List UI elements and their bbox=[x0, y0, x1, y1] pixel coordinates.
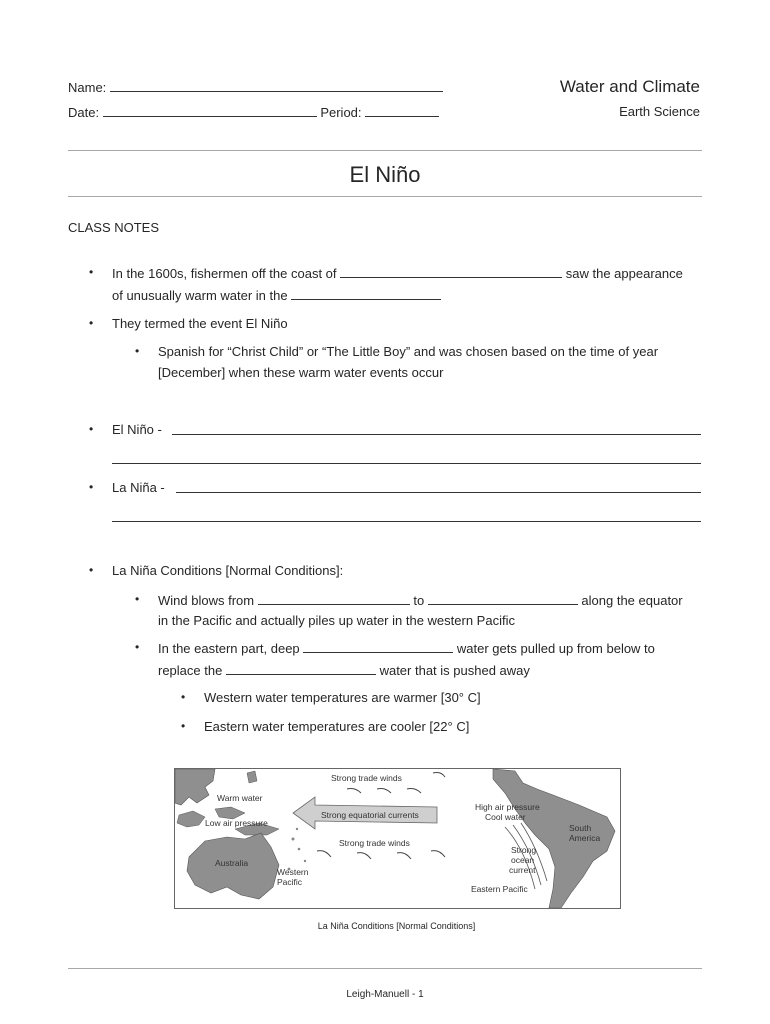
lanina-definition bbox=[112, 480, 165, 496]
label-south-america-2: America bbox=[569, 833, 601, 843]
note-wind-text: Wind blows from bbox=[158, 593, 255, 608]
date-blank[interactable] bbox=[103, 104, 317, 117]
label-eastern-pacific: Eastern Pacific bbox=[471, 884, 528, 894]
page-footer: Leigh-Manuell - 1 bbox=[346, 989, 424, 1000]
course-name: Earth Science bbox=[619, 104, 700, 119]
ocean-blank[interactable] bbox=[291, 287, 441, 300]
note-eastern-text-2: water gets pulled up from below to bbox=[456, 641, 655, 656]
note-1600s bbox=[112, 265, 683, 282]
bottom-divider bbox=[68, 968, 702, 969]
unit-title: Water and Climate bbox=[559, 77, 700, 96]
label-south-america-1: South bbox=[569, 823, 592, 833]
name-blank[interactable] bbox=[110, 79, 443, 92]
note-1600s-text-2: saw the appearance bbox=[565, 266, 683, 281]
title-divider bbox=[68, 196, 702, 197]
elnino-definition bbox=[112, 422, 162, 438]
top-divider bbox=[68, 150, 702, 151]
bullet: • bbox=[89, 563, 94, 577]
period-label: Period: bbox=[320, 105, 362, 120]
label-western-pacific-1: Western bbox=[277, 867, 309, 877]
figure-caption: La Niña Conditions [Normal Conditions] bbox=[317, 921, 476, 931]
conditions-heading: La Niña Conditions [Normal Conditions]: bbox=[112, 563, 344, 578]
sub-sub-bullet: • bbox=[181, 690, 186, 704]
label-warm-water: Warm water bbox=[217, 793, 263, 803]
note-1600s-line2-text: of unusually warm water in the bbox=[112, 288, 288, 303]
note-1600s-line2 bbox=[112, 287, 441, 304]
islands-4 bbox=[247, 771, 257, 783]
asia-landmass bbox=[175, 769, 215, 805]
label-australia: Australia bbox=[215, 858, 249, 868]
note-wind-text-2: along the equator bbox=[581, 593, 683, 608]
period-blank[interactable] bbox=[365, 104, 439, 117]
replace-water-blank[interactable] bbox=[226, 662, 376, 675]
note-1600s-text: In the 1600s, fishermen off the coast of bbox=[112, 266, 337, 281]
date-label: Date: bbox=[68, 105, 100, 120]
label-strong-ocean-current-3: current bbox=[509, 865, 536, 875]
elnino-blank-2[interactable] bbox=[112, 451, 701, 464]
note-wind bbox=[158, 592, 683, 609]
note-termed: They termed the event El Niño bbox=[112, 316, 288, 331]
lanina-blank-2[interactable] bbox=[112, 509, 701, 522]
sub-bullet: • bbox=[135, 640, 140, 654]
lanina-blank-1[interactable] bbox=[176, 480, 701, 493]
bullet: • bbox=[89, 480, 94, 494]
label-western-pacific-2: Pacific bbox=[277, 877, 303, 887]
wind-to-blank[interactable] bbox=[428, 592, 578, 605]
bullet: • bbox=[89, 265, 94, 279]
label-strong-ocean-current-2: ocean bbox=[511, 855, 535, 865]
bullet: • bbox=[89, 316, 94, 330]
note-eastern-line2-text: replace the bbox=[158, 663, 223, 678]
label-strong-trade-winds-top: Strong trade winds bbox=[331, 773, 402, 783]
note-eastern bbox=[158, 640, 655, 657]
note-eastern-text: In the eastern part, deep bbox=[158, 641, 300, 656]
coast-blank[interactable] bbox=[340, 265, 562, 278]
label-strong-equatorial-currents: Strong equatorial currents bbox=[321, 810, 419, 820]
la-nina-map-graphic bbox=[175, 769, 620, 908]
sub-bullet: • bbox=[135, 592, 140, 606]
label-strong-ocean-current-1: Strong bbox=[511, 845, 537, 855]
name-label: Name: bbox=[68, 80, 107, 95]
page-title: El Niño bbox=[349, 162, 421, 187]
label-high-air-pressure: High air pressure bbox=[475, 802, 540, 812]
lanina-label: La Niña - bbox=[112, 480, 165, 495]
wind-from-blank[interactable] bbox=[258, 592, 410, 605]
name-line bbox=[68, 79, 443, 96]
note-east-temp: Eastern water temperatures are cooler [22° C] bbox=[204, 719, 470, 734]
bullet: • bbox=[89, 422, 94, 436]
section-heading: CLASS NOTES bbox=[68, 220, 160, 235]
note-west-temp: Western water temperatures are warmer [30° C] bbox=[204, 690, 481, 705]
deep-water-blank[interactable] bbox=[303, 640, 453, 653]
note-wind-to: to bbox=[413, 593, 425, 608]
note-wind-line2: in the Pacific and actually piles up water in the western Pacific bbox=[158, 613, 515, 628]
label-strong-trade-winds-bottom: Strong trade winds bbox=[339, 838, 410, 848]
date-line bbox=[68, 104, 439, 121]
label-cool-water: Cool water bbox=[485, 812, 526, 822]
note-eastern-line2-text-2: water that is pushed away bbox=[379, 663, 530, 678]
label-low-air-pressure: Low air pressure bbox=[205, 818, 268, 828]
la-nina-map bbox=[174, 768, 621, 909]
note-spanish: Spanish for “Christ Child” or “The Little Boy” and was chosen based on the time of year bbox=[158, 344, 659, 359]
elnino-blank-1[interactable] bbox=[172, 422, 701, 435]
elnino-label: El Niño - bbox=[112, 422, 162, 437]
note-eastern-line2 bbox=[158, 662, 530, 679]
sub-sub-bullet: • bbox=[181, 719, 186, 733]
indonesia-islands bbox=[177, 811, 205, 827]
note-spanish-line2: [December] when these warm water events occur bbox=[158, 365, 444, 380]
sub-bullet: • bbox=[135, 344, 140, 358]
